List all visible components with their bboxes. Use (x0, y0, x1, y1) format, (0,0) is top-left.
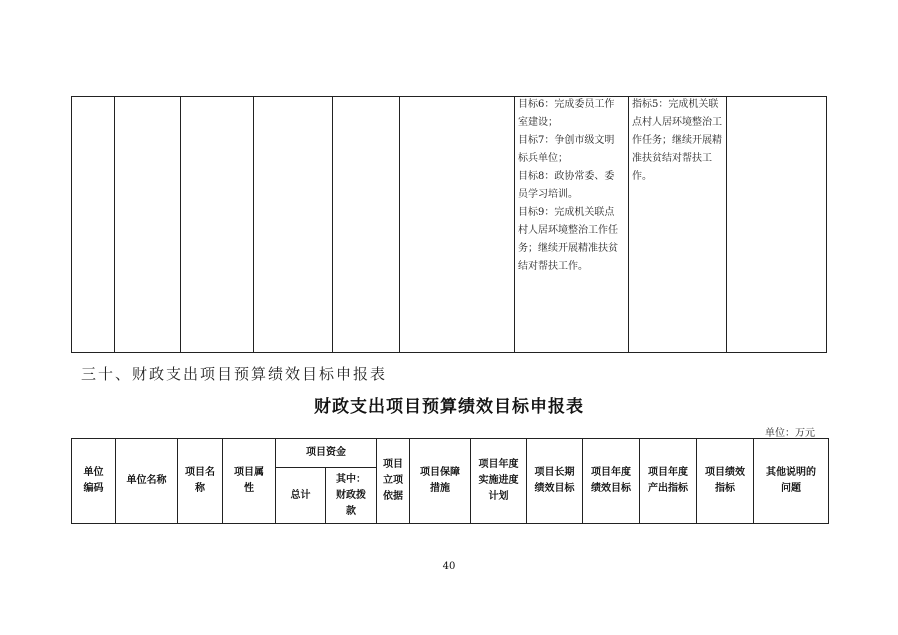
col-border (726, 96, 727, 353)
col-border (514, 96, 515, 353)
perf-indicator-cell: 指标5：完成机关联点村人居环境整治工作任务；继续开展精准扶贫结对帮扶工作。 (632, 99, 722, 182)
page-number: 40 (442, 561, 456, 572)
continued-table (71, 96, 827, 353)
col-border (180, 96, 181, 353)
annual-goal-cell: 目标6：完成委员工作室建设； 目标7：争创市级文明标兵单位； 目标8：政协常委、委员学习培训。 目标9：完成机关联点村人居环境整治工作任务；继续开展精准扶贫结对帮扶工作。 (518, 99, 618, 272)
header-annual-schedule: 项目年度 实施进度 计划 (471, 439, 527, 524)
header-unit-name: 单位名称 (116, 439, 178, 524)
header-other-notes: 其他说明的 问题 (754, 439, 829, 524)
col-border (826, 96, 827, 353)
header-unit-code: 单位 编码 (72, 439, 116, 524)
header-project-attr: 项目属 性 (223, 439, 276, 524)
budget-form-table (71, 438, 829, 524)
document-title: 财政支出项目预算绩效目标申报表 (314, 397, 584, 417)
header-project-name: 项目名 称 (178, 439, 223, 524)
header-annual-goal: 项目年度 绩效目标 (583, 439, 640, 524)
unit-label: 单位：万元 (765, 428, 815, 439)
col-border (253, 96, 254, 353)
header-annual-output: 项目年度 产出指标 (640, 439, 697, 524)
header-project-funds: 项目资金 (276, 439, 377, 468)
section-heading: 三十、财政支出项目预算绩效目标申报表 (81, 365, 388, 383)
header-total: 总计 (276, 468, 326, 524)
header-guarantee: 项目保障 措施 (410, 439, 471, 524)
header-project-basis: 项目 立项 依据 (377, 439, 410, 524)
table-bottom-border (71, 352, 827, 353)
col-border (399, 96, 400, 353)
header-fiscal-allocation: 其中： 财政拨 款 (326, 468, 377, 524)
col-border (628, 96, 629, 353)
header-long-term-goal: 项目长期 绩效目标 (527, 439, 583, 524)
col-border (114, 96, 115, 353)
col-border (71, 96, 72, 353)
header-perf-indicator: 项目绩效 指标 (697, 439, 754, 524)
col-border (332, 96, 333, 353)
